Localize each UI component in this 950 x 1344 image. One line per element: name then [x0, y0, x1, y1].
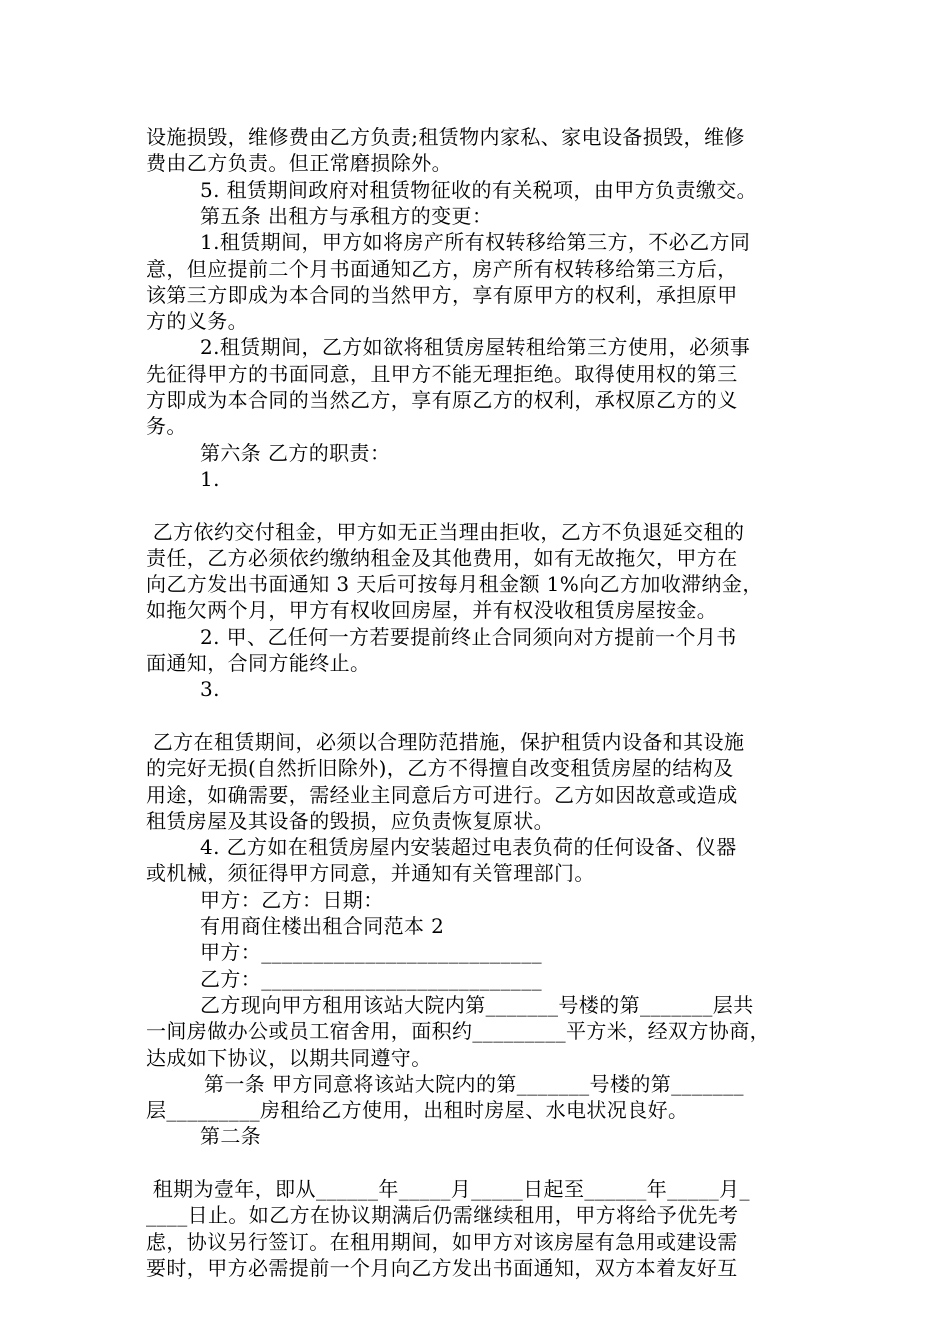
text-line: 2.租赁期间，乙方如欲将租赁房屋转租给第三方使用，必须事	[200, 335, 751, 359]
text-line: 费由乙方负责。但正常磨损除外。	[146, 151, 452, 175]
text-line: 乙方在租赁期间，必须以合理防范措施，保护租赁内设备和其设施	[146, 730, 745, 754]
text-line: 方即成为本合同的当然乙方，享有原乙方的权利，承权原乙方的义	[146, 388, 738, 412]
text-line: 设施损毁，维修费由乙方负责;租赁物内家私、家电设备损毁，维修	[146, 125, 745, 149]
text-line: 乙方依约交付租金，甲方如无正当理由拒收，乙方不负退延交租的	[146, 520, 745, 544]
text-line: 甲方：___________________________	[200, 940, 542, 964]
text-line: 或机械，须征得甲方同意，并通知有关管理部门。	[146, 861, 595, 885]
text-line: 乙方：___________________________	[200, 967, 542, 991]
text-line: 达成如下协议，以期共同遵守。	[146, 1046, 432, 1070]
text-line: 租赁房屋及其设备的毁损，应负责恢复原状。	[146, 809, 554, 833]
text-line: 4. 乙方如在租赁房屋内安装超过电表负荷的任何设备、仪器	[200, 835, 737, 859]
text-line: 意，但应提前二个月书面通知乙方，房产所有权转移给第三方后，	[146, 257, 738, 281]
text-line: 方的义务。	[146, 309, 248, 333]
text-line: 1.租赁期间，甲方如将房产所有权转移给第三方，不必乙方同	[200, 230, 751, 254]
text-line: 5. 租赁期间政府对租赁物征收的有关税项，由甲方负责缴交。	[200, 178, 758, 202]
text-line: 2. 甲、乙任何一方若要提前终止合同须向对方提前一个月书	[200, 625, 737, 649]
text-line: 该第三方即成为本合同的当然甲方，享有原甲方的权利，承担原甲	[146, 283, 738, 307]
text-line: 的完好无损(自然折旧除外)，乙方不得擅自改变租赁房屋的结构及	[146, 756, 734, 780]
text-line: 先征得甲方的书面同意，且甲方不能无理拒绝。取得使用权的第三	[146, 362, 738, 386]
text-line: 一间房做办公或员工宿舍用，面积约_________平方米，经双方协商，	[146, 1019, 770, 1043]
text-line: 第一条 甲方同意将该站大院内的第_______号楼的第_______	[204, 1072, 744, 1096]
text-line: 租期为壹年，即从______年_____月_____日起至______年_____月_	[146, 1177, 750, 1201]
text-line: 第六条 乙方的职责：	[200, 441, 391, 465]
text-line: 如拖欠两个月，甲方有权收回房屋，并有权没收租赁房屋按金。	[146, 598, 718, 622]
text-line: ____日止。如乙方在协议期满后仍需继续租用，甲方将给予优先考	[146, 1203, 739, 1227]
text-line: 务。	[146, 414, 187, 438]
text-line: 第五条 出租方与承租方的变更：	[200, 204, 493, 228]
text-line: 向乙方发出书面通知 3 天后可按每月租金额 1%向乙方加收滞纳金，	[146, 572, 763, 596]
text-line: 1.	[200, 467, 220, 491]
text-line: 有用商住楼出租合同范本 2	[200, 914, 445, 938]
text-line: 责任，乙方必须依约缴纳租金及其他费用，如有无故拖欠，甲方在	[146, 546, 738, 570]
text-line: 第二条	[200, 1124, 262, 1148]
text-line: 虑，协议另行签订。在租用期间，如甲方对该房屋有急用或建设需	[146, 1230, 738, 1254]
text-line: 用途，如确需要，需经业主同意后方可进行。乙方如因故意或造成	[146, 783, 738, 807]
text-line: 层_________房租给乙方使用，出租时房屋、水电状况良好。	[146, 1098, 689, 1122]
text-line: 甲方：乙方：日期：	[200, 888, 384, 912]
text-line: 面通知，合同方能终止。	[146, 651, 371, 675]
text-line: 3.	[200, 677, 220, 701]
text-line: 乙方现向甲方租用该站大院内第_______号楼的第_______层共	[200, 993, 754, 1017]
text-line: 要时，甲方必需提前一个月向乙方发出书面通知，双方本着友好互	[146, 1256, 738, 1280]
